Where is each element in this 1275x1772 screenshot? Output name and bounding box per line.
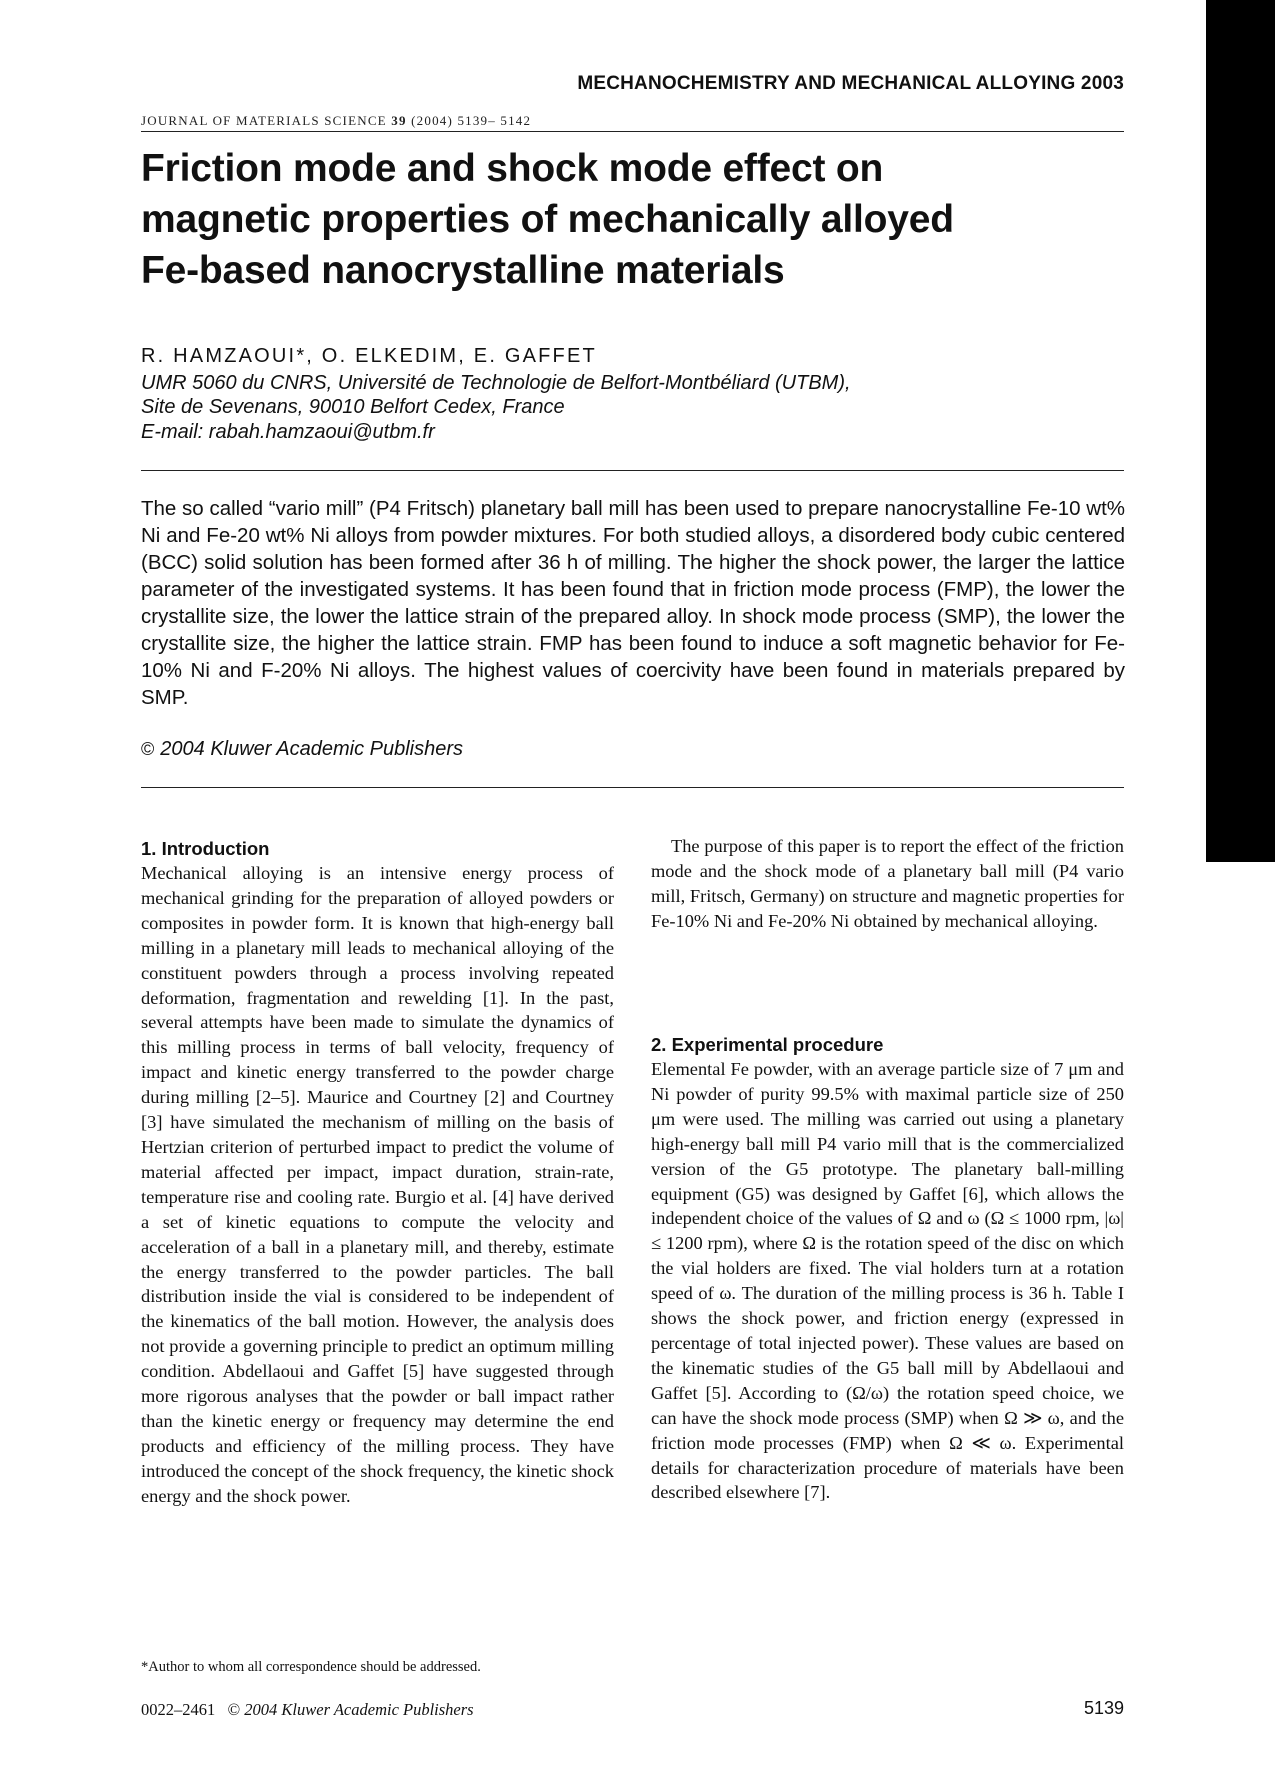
journal-citation	[141, 113, 531, 129]
section-heading-experimental: 2. Experimental procedure	[651, 1034, 884, 1055]
paper-title	[141, 143, 1081, 296]
left-column	[141, 836, 614, 1509]
affiliation-line-2: Site de Sevenans, 90010 Belfort Cedex, France	[141, 396, 565, 418]
header-rule	[141, 131, 1124, 132]
copyright-symbol: ©	[141, 739, 155, 759]
abstract-copyright-text: 2004 Kluwer Academic Publishers	[160, 738, 464, 760]
footer-citation	[141, 1700, 474, 1720]
abstract-text: The so called “vario mill” (P4 Fritsch) planetary ball mill has been used to prepare nanocrystalline Fe-10 wt% Ni and Fe-20 wt% Ni alloys from powder mixtures. For both studied alloys, a disordered body cubic centered (BCC) solid solution has been formed after 36 h of milling. The higher the shock power, the larger the lattice parameter of the investigated systems. It has been found that in friction mode process (FMP), the lower the crystallite size, the lower the lattice strain of the prepared alloy. In shock mode process (SMP), the lower the crystallite size, the higher the lattice strain. FMP has been found to induce a soft magnetic behavior for Fe-10% Ni and F-20% Ni alloys. The highest values of coercivity have been found in materials prepared by SMP.	[141, 497, 1125, 709]
experimental-section	[651, 1032, 1124, 1505]
author-email: E-mail: rabah.hamzaoui@utbm.fr	[141, 421, 435, 443]
purpose-paragraph: The purpose of this paper is to report the effect of the friction mode and the shock mode of a planetary ball mill (P4 vario mill, Fritsch, Germany) on structure and magnetic properties for Fe-10% Ni and Fe-20% Ni obtained by mechanical alloying.	[651, 836, 1124, 931]
journal-name: JOURNAL OF MATERIALS SCIENCE	[141, 113, 387, 128]
title-line-3: Fe-based nanocrystalline materials	[141, 249, 785, 292]
introduction-paragraph: Mechanical alloying is an intensive energy process of mechanical grinding for the preparation of alloyed powders or composites in powder form. It is known that high-energy ball milling in a planetary mill leads to mechanical alloying of the constituent powders through a process involving repeated deformation, fragmentation and rewelding [1]. In the past, several attempts have been made to simulate the dynamics of this milling process in terms of ball velocity, frequency of impact and kinetic energy transferred to the powder charge during milling [2–5]. Maurice and Courtney [2] and Courtney [3] have simulated the mechanism of milling on the basis of Hertzian criterion of perturbed impact to predict the volume of material affected per impact, impact duration, strain-rate, temperature rise and cooling rate. Burgio et al. [4] have derived a set of kinetic equations to compute the velocity and acceleration of a ball in a planetary mill, and thereby, estimate the energy transferred to the powder particles. The ball distribution inside the vial is considered to be independent of the kinematics of the ball motion. However, the analysis does not provide a governing principle to predict an optimum milling condition. Abdellaoui and Gaffet [5] have suggested through more rigorous analyses that the powder or ball impact rather than the kinetic energy or frequency may determine the end products and efficiency of the milling process. They have introduced the concept of the shock frequency, the kinetic shock energy and the shock power.	[141, 863, 614, 1506]
issn: 0022–2461	[141, 1700, 216, 1719]
experimental-paragraph: Elemental Fe powder, with an average particle size of 7 μm and Ni powder of purity 99.5% with maximal particle size of 250 μm were used. The milling was carried out using a planetary high-energy ball mill P4 vario mill that is the commercialized version of the G5 prototype. The planetary ball-milling equipment (G5) was designed by Gaffet [6], which allows the independent choice of the values of Ω and ω (Ω ≤ 1000 rpm, |ω| ≤ 1200 rpm), where Ω is the rotation speed of the disc on which the vial holders are fixed. The vial holders turn at a rotation speed of ω. The duration of the milling process is 36 h. Table I shows the shock power, and friction energy (expressed in percentage of total injected power). These values are based on the kinematic studies of the G5 ball mill by Abdellaoui and Gaffet [5]. According to (Ω/ω) the rotation speed choice, we can have the shock mode process (SMP) when Ω ≫ ω, and the friction mode processes (FMP) when Ω ≪ ω. Experimental details for characterization procedure of materials have been described elsewhere [7].	[651, 1059, 1124, 1503]
page-number: 5139	[1083, 1698, 1124, 1718]
title-line-2: magnetic properties of mechanically alloyed	[141, 198, 954, 241]
abstract-copyright	[141, 738, 463, 761]
affiliation-line-1: UMR 5060 du CNRS, Université de Technologie de Belfort-Montbéliard (UTBM),	[141, 372, 851, 394]
title-line-1: Friction mode and shock mode effect on	[141, 147, 884, 190]
section-heading-introduction: 1. Introduction	[141, 838, 270, 859]
right-column	[651, 834, 1124, 934]
journal-volume: 39	[391, 113, 407, 128]
footer-publisher: 2004 Kluwer Academic Publishers	[244, 1700, 474, 1719]
journal-year-pages: (2004) 5139– 5142	[411, 113, 532, 128]
author-list: R. HAMZAOUI*, O. ELKEDIM, E. GAFFET	[141, 345, 597, 367]
abstract-bottom-rule	[141, 787, 1124, 788]
footer-copyright-symbol: ©	[227, 1700, 241, 1719]
series-title: MECHANOCHEMISTRY AND MECHANICAL ALLOYING 2003	[577, 73, 1124, 94]
abstract-top-rule	[141, 470, 1124, 471]
author-footnote: *Author to whom all correspondence should be addressed.	[141, 1659, 481, 1675]
page-edge-tab	[1206, 0, 1275, 862]
